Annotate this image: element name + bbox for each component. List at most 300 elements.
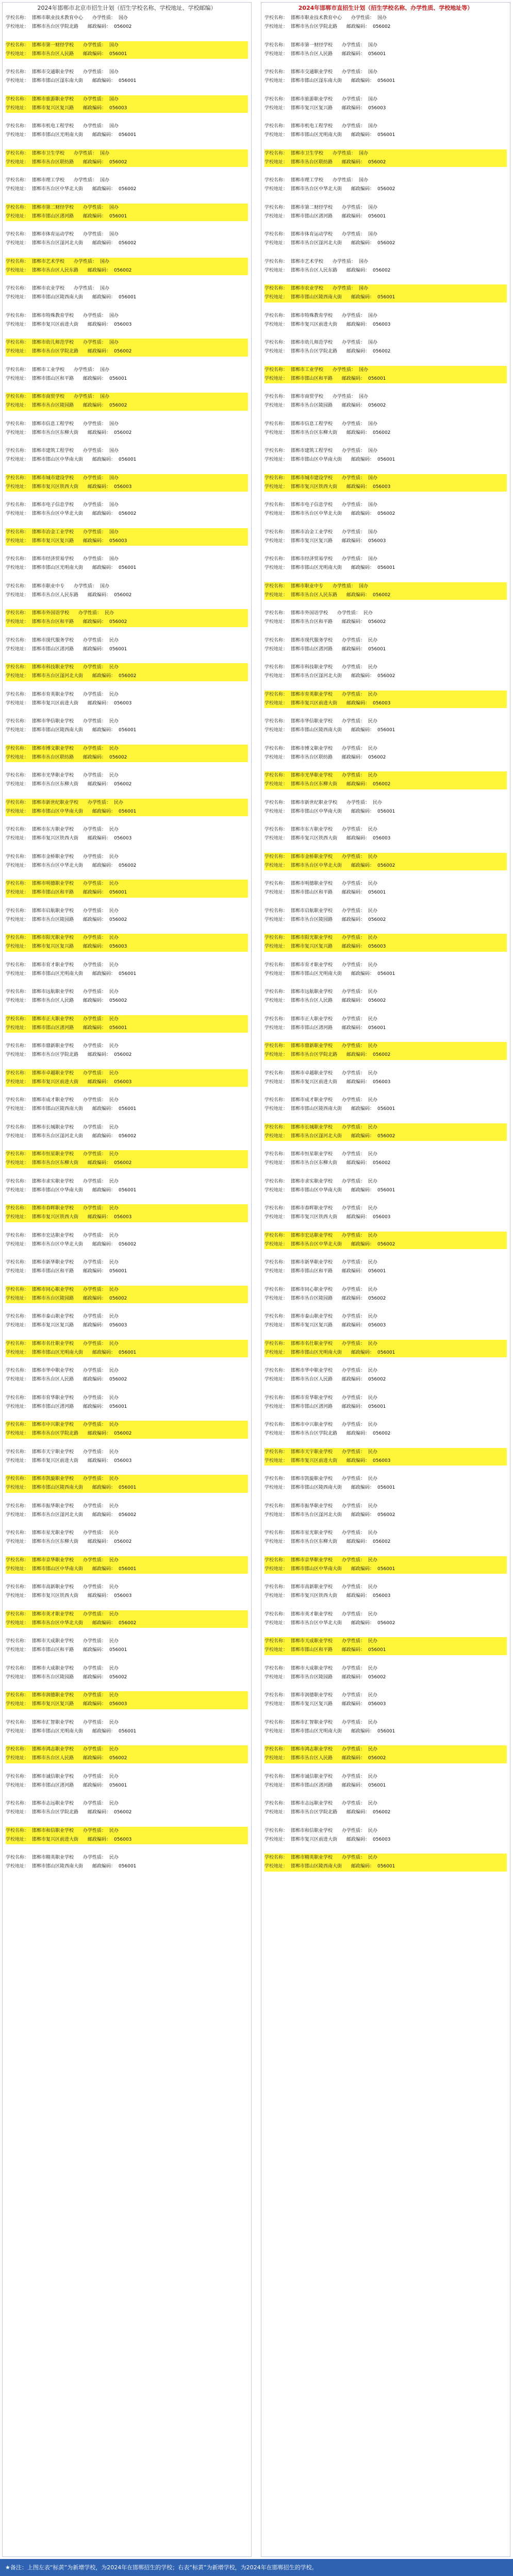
postcode-label: 邮政编码： <box>83 754 107 760</box>
row-gap <box>6 1709 248 1719</box>
school-label: 学校名称： <box>6 502 29 508</box>
school-nature: 国办 <box>100 178 110 183</box>
school-row <box>6 1177 248 1186</box>
school-postcode: 056002 <box>368 159 386 165</box>
nature-label: 办学性质： <box>83 1043 107 1049</box>
school-row <box>6 1069 248 1078</box>
school-row <box>6 1719 248 1727</box>
school-label: 学校名称： <box>6 1585 29 1590</box>
school-nature: 民办 <box>109 1557 119 1563</box>
school-address: 邯郸市复兴区铁西大街 <box>291 836 338 841</box>
postcode-label: 邮政编码： <box>346 1431 370 1437</box>
postcode-label: 邮政编码： <box>351 1620 375 1626</box>
nature-label: 办学性质： <box>342 1070 366 1076</box>
school-address-row <box>6 645 248 654</box>
address-label: 学校地址： <box>6 1350 29 1355</box>
postcode-label: 邮政编码： <box>351 674 375 679</box>
school-name: 邯郸市英才职业学校 <box>32 1611 74 1617</box>
address-label: 学校地址： <box>264 1620 288 1626</box>
school-label: 学校名称： <box>6 1016 29 1022</box>
school-nature: 民办 <box>109 1152 119 1157</box>
school-address-row <box>6 131 248 140</box>
address-label: 学校地址： <box>6 1215 29 1220</box>
nature-label: 办学性质： <box>342 1152 366 1157</box>
school-nature: 民办 <box>109 1233 119 1238</box>
school-address-row <box>6 970 248 979</box>
school-address: 邯郸市邯山区渚河路 <box>291 213 333 219</box>
school-postcode: 056003 <box>373 1079 391 1085</box>
row-gap <box>6 519 248 528</box>
school-label: 学校名称： <box>6 1665 29 1671</box>
school-label: 学校名称： <box>264 1476 288 1481</box>
school-address-row <box>264 780 507 789</box>
school-address-row <box>6 1051 248 1059</box>
school-address-row <box>264 1646 507 1655</box>
school-name: 邯郸市光华职业学校 <box>291 773 333 778</box>
nature-label: 办学性质： <box>83 637 107 643</box>
school-nature: 民办 <box>109 908 119 914</box>
school-label: 学校名称： <box>264 475 288 481</box>
postcode-label: 邮政编码： <box>88 1593 111 1599</box>
nature-label: 办学性质： <box>92 15 116 21</box>
school-label: 学校名称： <box>264 1260 288 1265</box>
postcode-label: 邮政编码： <box>346 836 370 841</box>
school-row <box>264 1042 507 1051</box>
school-address-row <box>264 1403 507 1411</box>
postcode-label: 邮政编码： <box>88 322 111 327</box>
postcode-label: 邮政编码： <box>92 1566 116 1572</box>
nature-label: 办学性质： <box>333 178 356 183</box>
school-address: 邯郸市丛台区滏河北大街 <box>32 674 84 679</box>
school-label: 学校名称： <box>6 1611 29 1617</box>
school-row <box>6 880 248 888</box>
school-label: 学校名称： <box>6 1503 29 1509</box>
school-address: 邯郸市复兴区前进大街 <box>291 1079 338 1085</box>
school-label: 学校名称： <box>264 800 288 805</box>
school-postcode: 056003 <box>109 944 127 950</box>
school-name: 邯郸市职业中专 <box>32 583 65 589</box>
school-label: 学校名称： <box>264 96 288 102</box>
school-address-row <box>264 916 507 924</box>
row-gap <box>6 383 248 393</box>
school-row <box>264 68 507 77</box>
school-address: 邯郸市邯山区光明南大街 <box>32 565 84 571</box>
school-nature: 国办 <box>368 124 378 129</box>
school-label: 学校名称： <box>6 1233 29 1238</box>
row-gap <box>6 1601 248 1610</box>
school-address: 邯郸市丛台区中华北大街 <box>32 1241 84 1247</box>
postcode-label: 邮政编码： <box>342 1756 366 1761</box>
school-address-row <box>264 212 507 221</box>
school-row <box>6 771 248 780</box>
school-address-row <box>264 591 507 600</box>
school-row <box>264 1367 507 1375</box>
school-row <box>6 961 248 970</box>
postcode-label: 邮政编码： <box>83 159 107 165</box>
address-label: 学校地址： <box>264 1512 288 1518</box>
address-label: 学校地址： <box>264 1864 288 1870</box>
school-nature: 国办 <box>359 286 369 291</box>
postcode-label: 邮政编码： <box>92 295 116 300</box>
row-gap <box>264 762 507 771</box>
school-address: 邯郸市邯山区陵西南大街 <box>291 295 342 300</box>
school-address-row <box>6 1240 248 1249</box>
school-label: 学校名称： <box>6 989 29 995</box>
nature-label: 办学性质： <box>342 637 366 643</box>
school-address-row <box>6 888 248 897</box>
address-label: 学校地址： <box>264 1566 288 1572</box>
school-address: 邯郸市邯山区陵西南大街 <box>32 1106 84 1112</box>
address-label: 学校地址： <box>264 376 288 381</box>
postcode-label: 邮政编码： <box>346 1593 370 1599</box>
row-gap <box>264 221 507 230</box>
postcode-label: 邮政编码： <box>83 1025 107 1031</box>
left-panel <box>2 2 252 2557</box>
nature-label: 办学性质： <box>342 962 366 968</box>
school-nature: 民办 <box>109 1693 119 1698</box>
school-name: 邯郸市交通职业学校 <box>291 70 333 75</box>
school-address-row <box>6 1673 248 1682</box>
school-label: 学校名称： <box>264 1368 288 1373</box>
school-row <box>264 1773 507 1781</box>
school-address: 邯郸市复兴区复兴路 <box>291 1702 333 1707</box>
school-postcode: 056003 <box>109 1323 127 1328</box>
school-name: 邯郸市远航职业学校 <box>291 989 333 995</box>
school-row <box>6 14 248 23</box>
school-postcode: 056003 <box>114 836 132 841</box>
address-label: 学校地址： <box>6 1295 29 1301</box>
school-row <box>264 1502 507 1511</box>
school-postcode: 056001 <box>119 971 137 976</box>
row-gap <box>6 1168 248 1177</box>
school-row <box>264 528 507 537</box>
school-row <box>264 420 507 429</box>
school-postcode: 056001 <box>119 78 137 84</box>
row-gap <box>6 437 248 447</box>
school-row <box>6 799 248 807</box>
row-gap <box>264 816 507 826</box>
school-row <box>264 717 507 726</box>
postcode-label: 邮政编码： <box>346 267 370 273</box>
school-name: 邯郸市成才职业学校 <box>32 1098 74 1103</box>
school-address: 邯郸市丛台区陵园路 <box>32 1295 74 1301</box>
school-row <box>264 1232 507 1240</box>
row-gap <box>6 1249 248 1258</box>
school-address: 邯郸市复兴区复兴路 <box>291 1323 333 1328</box>
school-name: 邯郸市第一财经学校 <box>32 42 74 48</box>
school-name: 邯郸市鸿志职业学校 <box>32 1747 74 1752</box>
row-gap <box>264 735 507 745</box>
school-label: 学校名称： <box>6 1260 29 1265</box>
nature-label: 办学性质： <box>83 1070 107 1076</box>
nature-label: 办学性质： <box>342 70 366 75</box>
school-row <box>6 1637 248 1646</box>
school-postcode: 056001 <box>119 565 137 571</box>
school-name: 邯郸市经济贸易学校 <box>32 557 74 562</box>
school-name: 邯郸市育才职业学校 <box>32 962 74 968</box>
school-name: 邯郸市求实职业学校 <box>32 1178 74 1184</box>
address-label: 学校地址： <box>264 619 288 625</box>
postcode-label: 邮政编码： <box>83 646 107 652</box>
school-name: 邯郸市同心职业学校 <box>32 1287 74 1292</box>
nature-label: 办学性质： <box>83 70 107 75</box>
address-label: 学校地址： <box>6 1025 29 1031</box>
school-address: 邯郸市丛台区中华北大街 <box>291 1620 342 1626</box>
school-row <box>6 1421 248 1429</box>
postcode-label: 邮政编码： <box>342 1377 366 1383</box>
school-nature: 民办 <box>109 827 119 832</box>
address-label: 学校地址： <box>6 863 29 868</box>
row-gap <box>6 870 248 880</box>
school-label: 学校名称： <box>264 1611 288 1617</box>
address-label: 学校地址： <box>6 376 29 381</box>
school-label: 学校名称： <box>6 1801 29 1806</box>
school-address-row <box>6 942 248 951</box>
school-address: 邯郸市丛台区联纺路 <box>291 159 333 165</box>
row-gap <box>6 1006 248 1015</box>
school-label: 学校名称： <box>6 719 29 724</box>
row-gap <box>264 708 507 717</box>
nature-label: 办学性质： <box>83 962 107 968</box>
address-label: 学校地址： <box>6 1512 29 1518</box>
school-name: 邯郸市凯旋职业学校 <box>32 1476 74 1481</box>
school-nature: 国办 <box>109 502 119 508</box>
school-name: 邯郸市城市建设学校 <box>291 475 333 481</box>
school-address: 邯郸市丛台区陵园路 <box>291 1674 333 1680</box>
postcode-label: 邮政编码： <box>88 484 111 490</box>
school-nature: 民办 <box>368 773 378 778</box>
school-row <box>6 1799 248 1808</box>
school-postcode: 056002 <box>114 1052 132 1058</box>
school-address-row <box>6 429 248 437</box>
nature-label: 办学性质： <box>83 1774 107 1779</box>
nature-label: 办学性质： <box>342 1530 366 1536</box>
school-postcode: 056003 <box>114 1215 132 1220</box>
row-gap <box>264 275 507 284</box>
school-nature: 民办 <box>109 1665 119 1671</box>
school-address: 邯郸市邯山区中华南大街 <box>32 1566 84 1572</box>
postcode-label: 邮政编码： <box>351 511 375 517</box>
row-gap <box>264 1141 507 1150</box>
postcode-label: 邮政编码： <box>92 511 116 517</box>
school-address-row <box>6 77 248 86</box>
postcode-label: 邮政编码： <box>92 78 116 84</box>
school-nature: 民办 <box>373 800 383 805</box>
postcode-label: 邮政编码： <box>346 484 370 490</box>
school-name: 邯郸市职业技术教育中心 <box>32 15 84 21</box>
school-postcode: 056003 <box>114 484 132 490</box>
nature-label: 办学性质： <box>83 502 107 508</box>
school-label: 学校名称： <box>264 1043 288 1049</box>
school-name: 邯郸市理工学校 <box>32 178 65 183</box>
address-label: 学校地址： <box>264 159 288 165</box>
nature-label: 办学性质： <box>74 286 97 291</box>
school-address-row <box>6 1619 248 1628</box>
row-gap <box>6 492 248 501</box>
address-label: 学校地址： <box>6 674 29 679</box>
address-label: 学校地址： <box>264 187 288 192</box>
address-label: 学校地址： <box>6 1539 29 1545</box>
nature-label: 办学性质： <box>83 773 107 778</box>
school-label: 学校名称： <box>264 421 288 427</box>
postcode-label: 邮政编码： <box>351 565 375 571</box>
postcode-label: 邮政编码： <box>346 1052 370 1058</box>
school-nature: 民办 <box>109 962 119 968</box>
school-row <box>264 853 507 862</box>
school-address: 邯郸市邯山区滏东南大街 <box>32 78 84 84</box>
school-postcode: 056001 <box>109 1269 127 1274</box>
school-nature: 民办 <box>368 1693 378 1698</box>
school-address-row <box>264 158 507 167</box>
nature-label: 办学性质： <box>83 1557 107 1563</box>
row-gap <box>6 113 248 122</box>
row-gap <box>264 1709 507 1719</box>
school-nature: 民办 <box>109 1801 119 1806</box>
address-label: 学校地址： <box>6 1647 29 1653</box>
school-nature: 民办 <box>368 1314 378 1319</box>
school-label: 学校名称： <box>264 1828 288 1833</box>
school-name: 邯郸市第一财经学校 <box>291 42 333 48</box>
school-address: 邯郸市丛台区学院北路 <box>291 1810 338 1815</box>
nature-label: 办学性质： <box>342 1016 366 1022</box>
school-postcode: 056001 <box>119 457 137 463</box>
school-label: 学校名称： <box>6 96 29 102</box>
school-row <box>6 826 248 834</box>
school-address: 邯郸市丛台区学院北路 <box>291 349 338 355</box>
postcode-label: 邮政编码： <box>92 1350 116 1355</box>
school-address-row <box>6 456 248 464</box>
school-name: 邯郸市工业学校 <box>32 367 65 373</box>
address-label: 学校地址： <box>6 592 29 598</box>
school-name: 邯郸市特殊教育学校 <box>32 313 74 318</box>
school-nature: 国办 <box>109 42 119 48</box>
school-row <box>264 204 507 212</box>
postcode-label: 邮政编码： <box>351 1728 375 1734</box>
row-gap <box>264 167 507 176</box>
school-address: 邯郸市丛台区人民路 <box>291 1756 333 1761</box>
school-nature: 国办 <box>368 340 378 345</box>
address-label: 学校地址： <box>6 1404 29 1409</box>
school-row <box>264 582 507 591</box>
school-nature: 国办 <box>100 259 110 264</box>
nature-label: 办学性质： <box>83 1855 107 1860</box>
row-gap <box>6 952 248 961</box>
school-label: 学校名称： <box>6 1124 29 1130</box>
row-gap <box>264 357 507 366</box>
row-gap <box>264 519 507 528</box>
school-name: 邯郸市长城职业学校 <box>32 1124 74 1130</box>
school-address-row <box>264 1349 507 1357</box>
school-nature: 民办 <box>368 1368 378 1373</box>
school-row <box>264 826 507 834</box>
address-label: 学校地址： <box>264 1702 288 1707</box>
address-label: 学校地址： <box>6 836 29 841</box>
postcode-label: 邮政编码： <box>342 890 366 896</box>
school-label: 学校名称： <box>6 1828 29 1833</box>
school-postcode: 056003 <box>114 700 132 706</box>
address-label: 学校地址： <box>6 484 29 490</box>
school-label: 学校名称： <box>264 746 288 751</box>
address-label: 学校地址： <box>264 267 288 273</box>
school-address-row <box>6 1754 248 1763</box>
school-address: 邯郸市丛台区陵园路 <box>32 1674 74 1680</box>
postcode-label: 邮政编码： <box>342 403 366 409</box>
school-name: 邯郸市诚信职业学校 <box>32 1774 74 1779</box>
school-row <box>264 1069 507 1078</box>
postcode-label: 邮政编码： <box>88 267 111 273</box>
school-row <box>6 122 248 131</box>
nature-label: 办学性质： <box>342 1449 366 1455</box>
school-row <box>264 1312 507 1321</box>
row-gap <box>6 1872 248 1881</box>
school-name: 邯郸市阳光职业学校 <box>32 935 74 940</box>
school-address-row <box>6 1538 248 1546</box>
nature-label: 办学性质： <box>83 205 107 210</box>
nature-label: 办学性质： <box>342 1395 366 1401</box>
school-nature: 民办 <box>368 1747 378 1752</box>
school-label: 学校名称： <box>264 313 288 318</box>
school-label: 学校名称： <box>264 1639 288 1644</box>
nature-label: 办学性质： <box>83 1828 107 1833</box>
school-address: 邯郸市邯山区和平路 <box>291 1647 333 1653</box>
school-postcode: 056001 <box>368 1025 386 1031</box>
school-row <box>6 1448 248 1457</box>
postcode-label: 邮政编码： <box>83 944 107 950</box>
school-nature: 国办 <box>368 42 378 48</box>
postcode-label: 邮政编码： <box>342 944 366 950</box>
row-gap <box>264 573 507 582</box>
school-label: 学校名称： <box>6 800 29 805</box>
school-nature: 国办 <box>109 70 119 75</box>
address-label: 学校地址： <box>264 592 288 598</box>
row-gap <box>264 1763 507 1773</box>
school-row <box>264 14 507 23</box>
school-name: 邯郸市信息工程学校 <box>32 421 74 427</box>
school-address: 邯郸市丛台区东柳大街 <box>32 1539 79 1545</box>
school-row <box>6 366 248 375</box>
school-row <box>6 1232 248 1240</box>
school-postcode: 056001 <box>119 1864 137 1870</box>
school-name: 邯郸市启航职业学校 <box>291 908 333 914</box>
school-label: 学校名称： <box>6 773 29 778</box>
school-label: 学校名称： <box>264 448 288 453</box>
address-label: 学校地址： <box>264 78 288 84</box>
postcode-label: 邮政编码： <box>83 1323 107 1328</box>
school-name: 邯郸市现代服务学校 <box>32 637 74 643</box>
nature-label: 办学性质： <box>83 665 107 670</box>
row-gap <box>264 1736 507 1745</box>
nature-label: 办学性质： <box>83 881 107 886</box>
address-label: 学校地址： <box>264 213 288 219</box>
nature-label: 办学性质： <box>342 665 366 670</box>
postcode-label: 邮政编码： <box>83 619 107 625</box>
school-address-row <box>6 1511 248 1520</box>
row-gap <box>264 1411 507 1421</box>
nature-label: 办学性质： <box>83 1530 107 1536</box>
school-address: 邯郸市丛台区滏河北大街 <box>32 1133 84 1139</box>
school-address: 邯郸市丛台区东柳大街 <box>291 1539 338 1545</box>
school-nature: 国办 <box>368 475 378 481</box>
school-address: 邯郸市丛台区联纺路 <box>32 159 74 165</box>
school-label: 学校名称： <box>264 1178 288 1184</box>
postcode-label: 邮政编码： <box>351 1566 375 1572</box>
school-nature: 民办 <box>368 1855 378 1860</box>
row-gap <box>6 735 248 745</box>
school-label: 学校名称： <box>6 692 29 697</box>
school-label: 学校名称： <box>6 286 29 291</box>
school-nature: 国办 <box>109 448 119 453</box>
nature-label: 办学性质： <box>342 1476 366 1481</box>
